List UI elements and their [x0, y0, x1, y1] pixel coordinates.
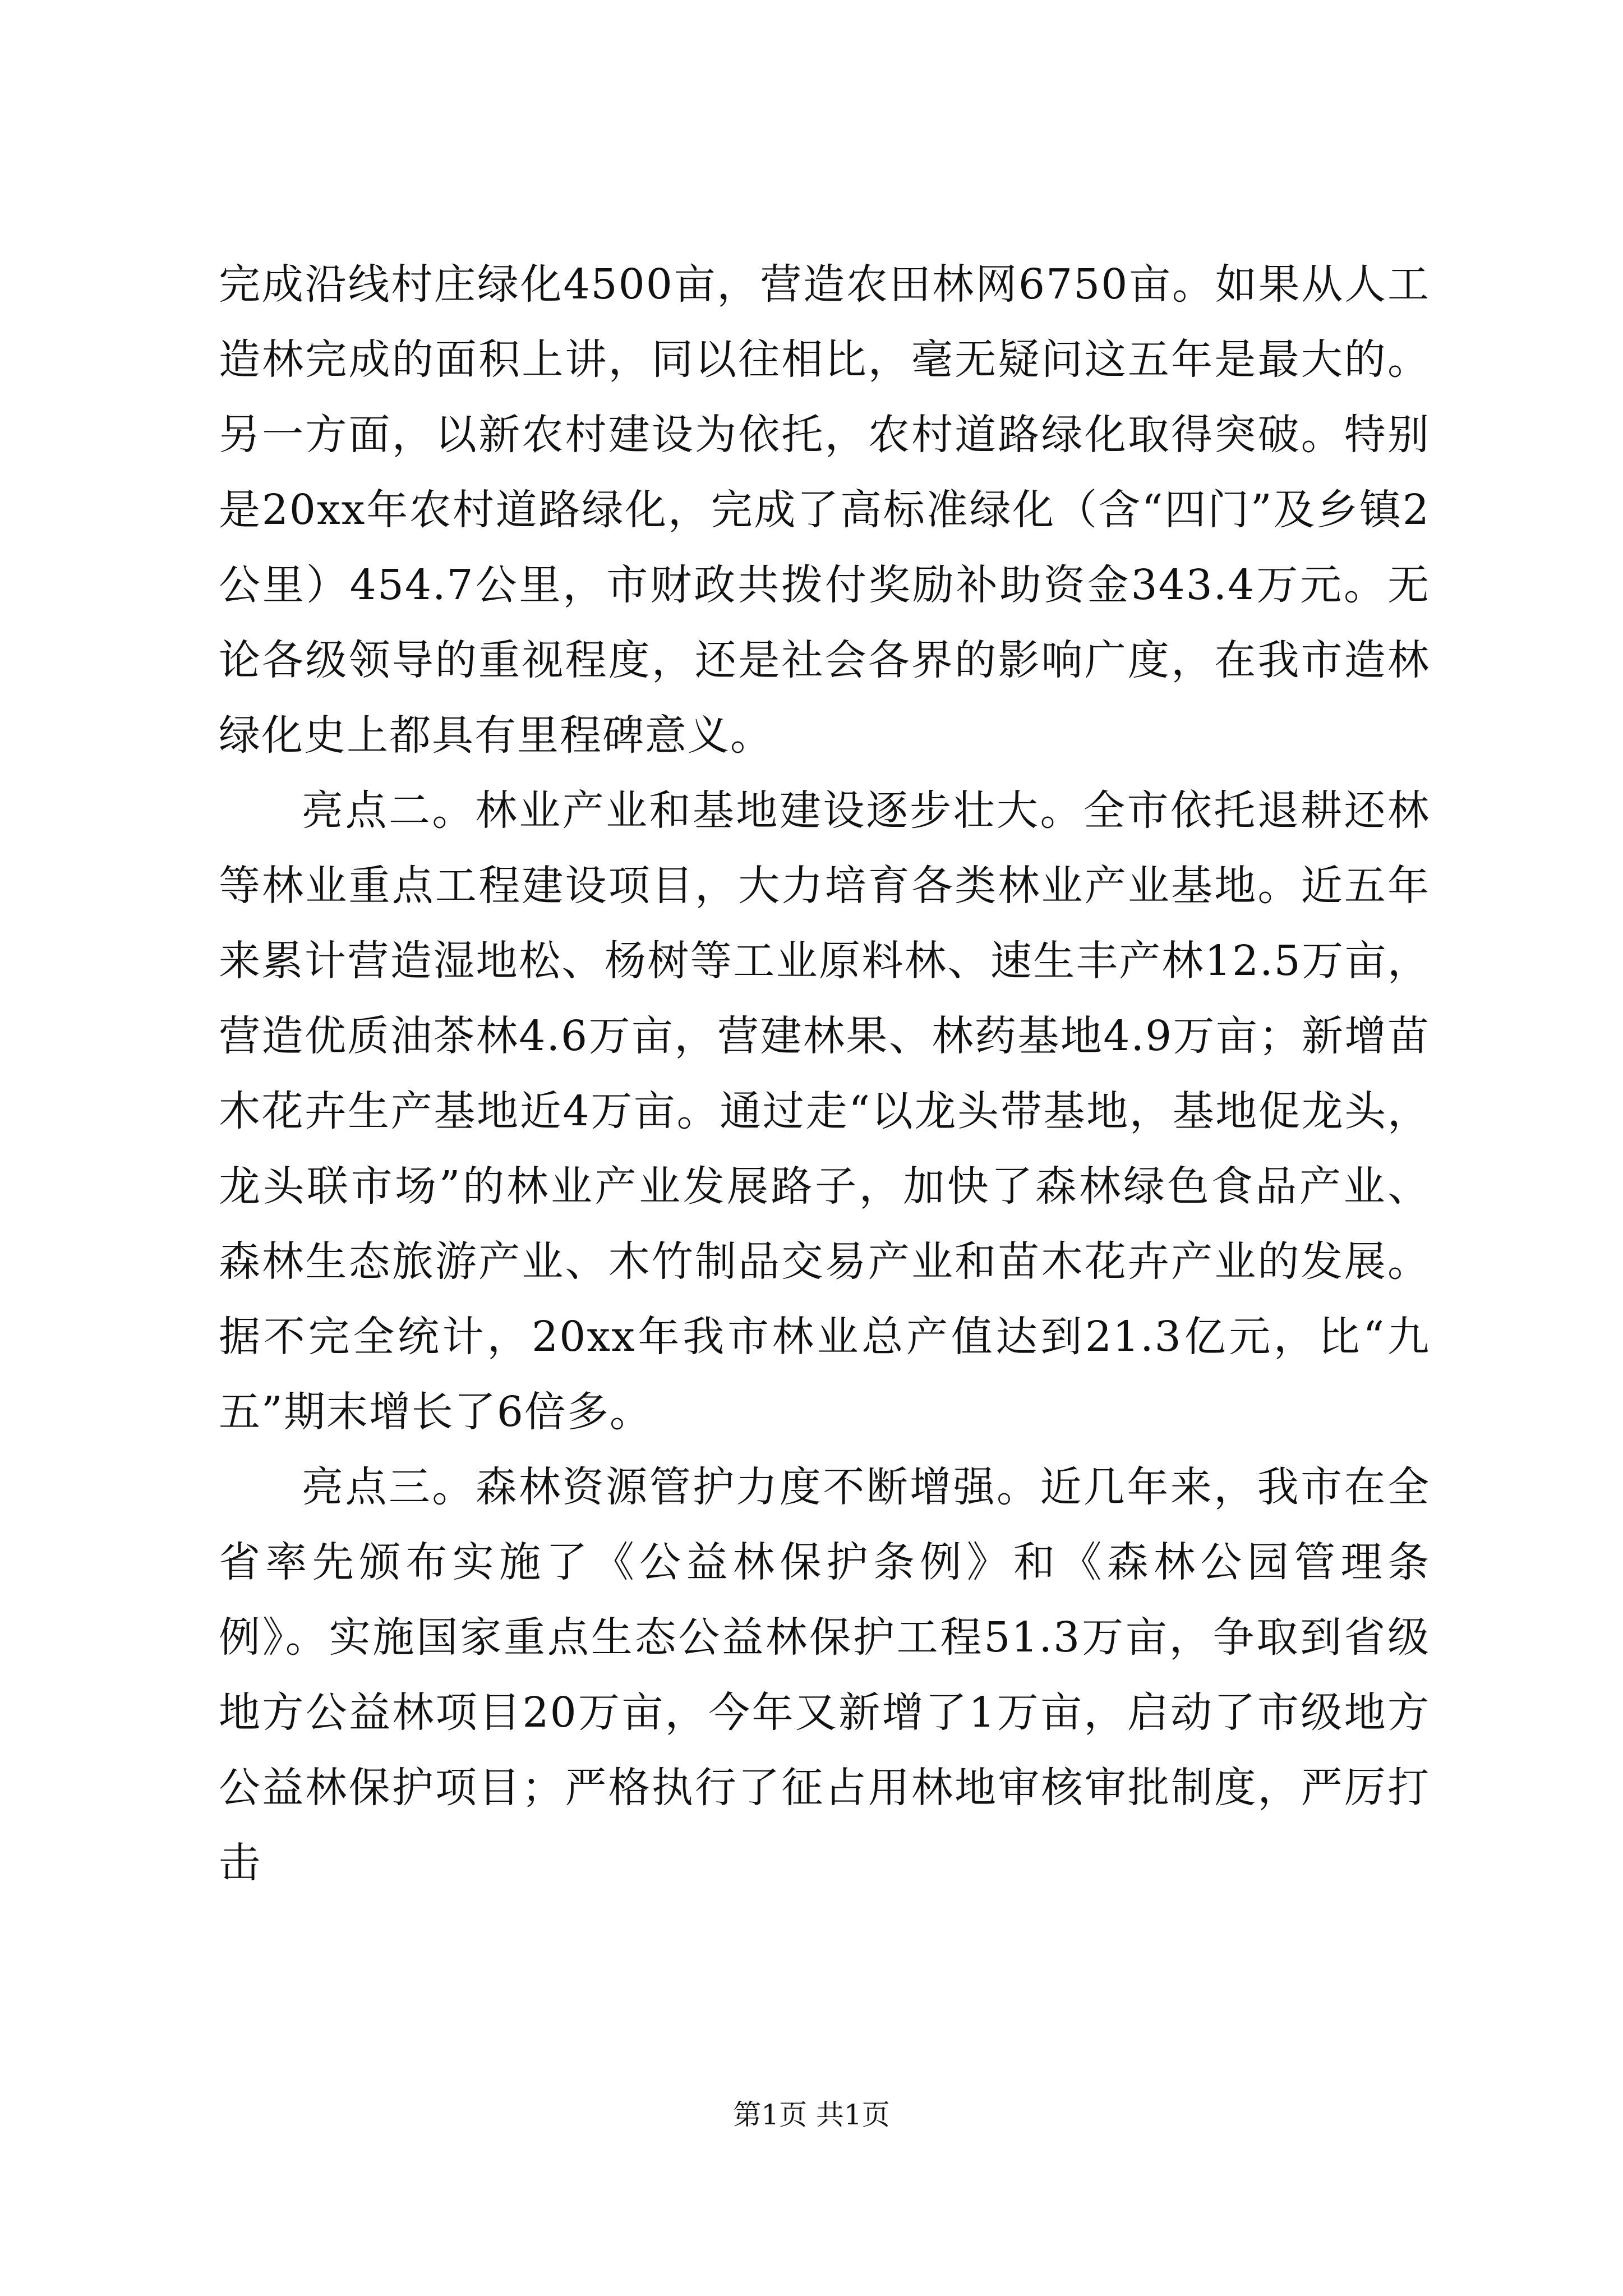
- paragraph-3: 亮点三。森林资源管护力度不断增强。近几年来，我市在全省率先颁布实施了《公益林保护条例》和《森林公园管理条例》。实施国家重点生态公益林保护工程51.3万亩，争取到省级地方公益林项目20万亩，今年又新增了1万亩，启动了市级地方公益林保护项目；严格执行了征占用林地审核审批制度，严厉打击: [219, 1463, 1430, 1887]
- document-body: [219, 247, 1430, 1901]
- page-footer: 第1页 共1页: [733, 2099, 890, 2131]
- paragraph-1: 完成沿线村庄绿化4500亩，营造农田林网6750亩。如果从人工造林完成的面积上讲，同以往相比，毫无疑问这五年是最大的。另一方面，以新农村建设为依托，农村道路绿化取得突破。特别是20xx年农村道路绿化，完成了高标准绿化（含“四门”及乡镇2公里）454.7公里，市财政共拨付奖励补助资金343.4万元。无论各级领导的重视程度，还是社会各界的影响广度，在我市造林绿化史上都具有里程碑意义。: [219, 260, 1430, 760]
- paragraph-2: 亮点二。林业产业和基地建设逐步壮大。全市依托退耕还林等林业重点工程建设项目，大力培育各类林业产业基地。近五年来累计营造湿地松、杨树等工业原料林、速生丰产林12.5万亩，营造优质油茶林4.6万亩，营建林果、林药基地4.9万亩；新增苗木花卉生产基地近4万亩。通过走“以龙头带基地，基地促龙头，龙头联市场”的林业产业发展路子，加快了森林绿色食品产业、森林生态旅游产业、木竹制品交易产业和苗木花卉产业的发展。据不完全统计，20xx年我市林业总产值达到21.3亿元，比“九五”期末增长了6倍多。: [219, 786, 1430, 1436]
